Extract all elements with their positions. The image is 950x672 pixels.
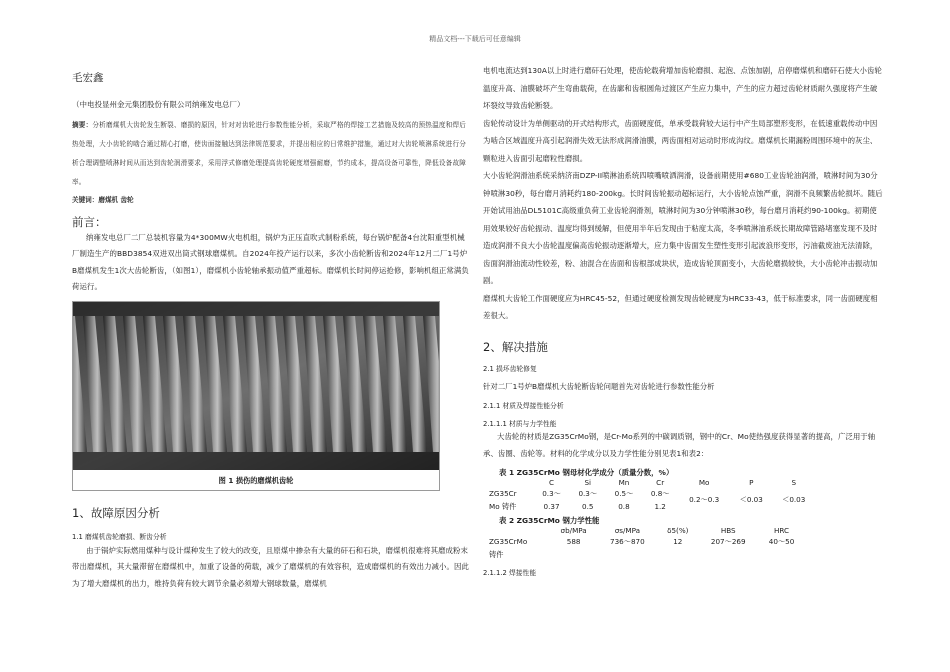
page-header: 精品文档---下载后可任意编辑 (429, 35, 521, 43)
table-2-cell: 207～269 (710, 536, 746, 546)
section-1-title: 1、故障原因分析 (72, 506, 160, 521)
table-2-row-label-line1: ZG35CrMo (489, 536, 528, 546)
table-2-header-cell: HBS (720, 525, 736, 535)
right-paragraph-3: 大小齿轮润滑油系统采纳济南DZP-II喷淋油系统四喷嘴喷洒润滑，设备前期使用#680工业齿轮油润滑，喷淋时间为30分钟喷淋30秒，每台磨月消耗约180-200kg。长时间齿轮振动超标运行，大小齿轮点蚀严重，润滑不良频繁齿轮损坏。随后开始试用油品DL5101C高级重负荷工业齿轮润滑剂，喷淋时间为30分钟喷淋30秒，每台磨月消耗约90-100kg。初期使用效果较好齿轮振动、温度均得到缓解，但使用半年后发现由于粘度太高，冬季喷淋油系统长期故障管路堵塞发现不及时造成润滑不良大小齿轮温度偏高齿轮振动逐渐增大，应力集中齿面发生塑性变形引起波浪形变形，污油截废油无法清除，齿面润滑油流动性较差，粉、油混合在齿面和齿根部成块状，造成齿轮顶面变小，大齿轮磨损较快，大小齿轮冲击振动加剧。 (483, 171, 883, 285)
table-2-header-cell: σs/MPa (614, 525, 641, 535)
table-2-header-row (485, 526, 805, 535)
table-1-cell-c-line2: 0.37 (543, 501, 560, 511)
table-1-row-label-line1: ZG35Cr (489, 488, 517, 498)
subsection-2-1-1-2-title: 2.1.1.2 焊接性能 (483, 568, 537, 577)
table-1-caption: 表 1 ZG35CrMo 钢母材化学成分（质量分数，%） (499, 467, 674, 477)
table-2-row (485, 535, 805, 561)
table-1-header-cell (485, 478, 533, 487)
table-1 (485, 478, 815, 513)
table-1-header-cell: Cr (656, 477, 665, 487)
abstract-label: 摘要： (72, 121, 93, 129)
table-2-caption: 表 2 ZG35CrMo 钢力学性能 (499, 515, 600, 525)
table-1-cell-p: ＜0.03 (739, 495, 763, 504)
table-1-header-cell: Mo (698, 477, 710, 487)
table-1-cell-cr-line1: 0.8～ (650, 488, 670, 498)
table-1-cell-cr (642, 487, 678, 513)
table-1-cell-mo: 0.2～0.3 (689, 495, 720, 504)
right-paragraph-1: 电机电流达到130A以上时进行磨矸石处理，使齿轮载荷增加齿轮磨损、起泡、点蚀加剧，启停磨煤机和磨矸石使大小齿轮温度升高、油膜破坏产生弯曲载荷，在齿廓和齿根圆角过渡区产生应力集中，产生的应力超过齿轮材质耐久强度将产生破坏裂纹导致齿轮断裂。 (483, 66, 882, 110)
preface-paragraph: 纳雍发电总厂二厂总装机容量为4*300MW火电机组，锅炉为正压直吹式制粉系统，每台锅炉配备4台沈阳重型机械厂制造生产的BBD3854双进双出筒式钢球磨煤机。自2024年投产运行以来，多次小齿轮断齿和2024年12月二厂1号炉B磨煤机发生1次大齿轮断齿，（如图1），磨煤机小齿轮轴承振动值严重超标。磨煤机长时间停运抢修，影响机组正常满负荷运行。 (72, 233, 469, 291)
abstract (72, 116, 472, 192)
table-1-cell-mn-line1: 0.5～ (614, 488, 634, 498)
subsection-2-1-1-title: 2.1.1 材质及焊接性能分析 (483, 401, 564, 410)
table-1-cell-si-line2: 0.5 (582, 501, 594, 511)
preface-title: 前言： (72, 215, 107, 229)
table-2-cell: 588 (566, 536, 581, 546)
section-2-title: 2、解决措施 (483, 339, 548, 354)
table-1-cell-mn-line2: 0.8 (618, 501, 630, 511)
subsection-2-1-1-1-title: 2.1.1.1 材质与力学性能 (483, 419, 557, 428)
section-1-1-paragraph: 由于锅炉实际燃用煤种与设计煤种发生了较大的改变，且原煤中掺杂有大量的矸石和石块，磨煤机很难将其磨成粉末带出磨煤机，其大量滞留在磨煤机中，加重了设备的荷载，减少了磨煤机的有效容积，造成磨煤机的有效出力减小。因此为了增大磨煤机的出力，维持负荷有较大调节余量必须增大钢球数量，磨煤机 (72, 546, 470, 588)
table-1-cell-si-line1: 0.3～ (578, 488, 598, 498)
table-1-cell-s: ＜0.03 (782, 495, 806, 504)
table-2-cell: 40～50 (768, 536, 795, 546)
table-1-row-label (485, 487, 533, 513)
right-column (483, 62, 883, 577)
figure-1 (72, 301, 440, 491)
table-1-header-cell: Mn (618, 477, 630, 487)
gear-photo (73, 302, 439, 470)
keywords: 关键词：磨煤机 齿轮 (72, 196, 134, 204)
subsection-1-1-title: 1.1 磨煤机齿轮磨损、断齿分析 (72, 533, 167, 542)
table-1-row (485, 487, 815, 513)
table-1-cell-c (533, 487, 569, 513)
table-1-cell-mn (606, 487, 642, 513)
table-1-cell-cr-line2: 1.2 (654, 501, 666, 511)
table-2-header-cell: HRC (774, 525, 790, 535)
table-2-cell: 12 (673, 536, 683, 546)
table-2-header-cell: σb/MPa (560, 525, 587, 535)
table-1-header-cell: P (749, 477, 754, 487)
table-1-header-row (485, 478, 815, 487)
material-paragraph: 大齿轮的材质是ZG35CrMo钢，是Cr-Mo系列的中碳调质钢，钢中的Cr、Mo使热强度获得显著的提高，广泛用于轴承、齿圈、齿轮等。材料的化学成分以及力学性能分别见表1和表2： (483, 431, 876, 458)
table-1-header-cell: C (549, 477, 555, 487)
right-paragraph-4: 磨煤机大齿轮工作面硬度应为HRC45-52，但通过硬度检测发现齿轮硬度为HRC33-43，低于标准要求，同一齿面硬度相差很大。 (483, 293, 878, 320)
table-1-cell-si (570, 487, 606, 513)
table-2 (485, 526, 805, 561)
table-2-header-cell (485, 526, 550, 535)
table-2-header-cell: δ5(%) (667, 525, 689, 535)
left-column (72, 62, 472, 592)
table-2-row-label-line2: 铸件 (489, 549, 504, 559)
author-name: 毛宏鑫 (72, 72, 104, 84)
subsection-2-1-title: 2.1 损坏齿轮修复 (483, 364, 537, 373)
abstract-text: 分析磨煤机大齿轮发生断裂、磨损的原因，针对对齿轮进行参数性能分析，采取严格的焊接工艺措施及较高的预热温度和焊后热处理，大小齿轮的啮合通过精心打磨，使齿面接触达到法律规范要求，并提出相应的日常维护措施，通过对大齿轮喷淋系统进行分析合理调整喷淋时间从而达到齿轮润滑要求，采用浮式修磨处理提高齿轮硬度增强耐磨，节约成本，提高设备可靠性，降低设备故障率。 (72, 121, 467, 186)
table-2-row-label (485, 535, 550, 561)
affiliation: （中电投显州金元集团股份有限公司纳雍发电总厂） (72, 100, 245, 109)
figure-caption: 图 1 损伤的磨煤机齿轮 (218, 476, 294, 486)
table-1-header-cell: S (791, 477, 797, 487)
table-1-row-label-line2: Mo 铸件 (489, 501, 517, 511)
table-1-cell-c-line1: 0.3～ (542, 488, 561, 498)
section-2-1-paragraph: 针对二厂1号炉B磨煤机大齿轮断齿轮问题首先对齿轮进行参数性能分析 (483, 381, 715, 391)
table-2-cell: 736～870 (610, 536, 645, 546)
table-1-header-cell: Si (584, 477, 592, 487)
right-paragraph-2: 齿轮传动设计为单侧驱动的开式结构形式，齿面硬度低，单承受载荷较大运行中产生局部塑形变形，在低速重载传动中因为啮合区域温度升高引起润滑失效无法形成润滑油膜，两齿面相对运动时形成沟纹。磨煤机长期漏粉周围环境中的灰尘、颗粒进入齿面引起磨粒性磨损。 (483, 118, 878, 163)
